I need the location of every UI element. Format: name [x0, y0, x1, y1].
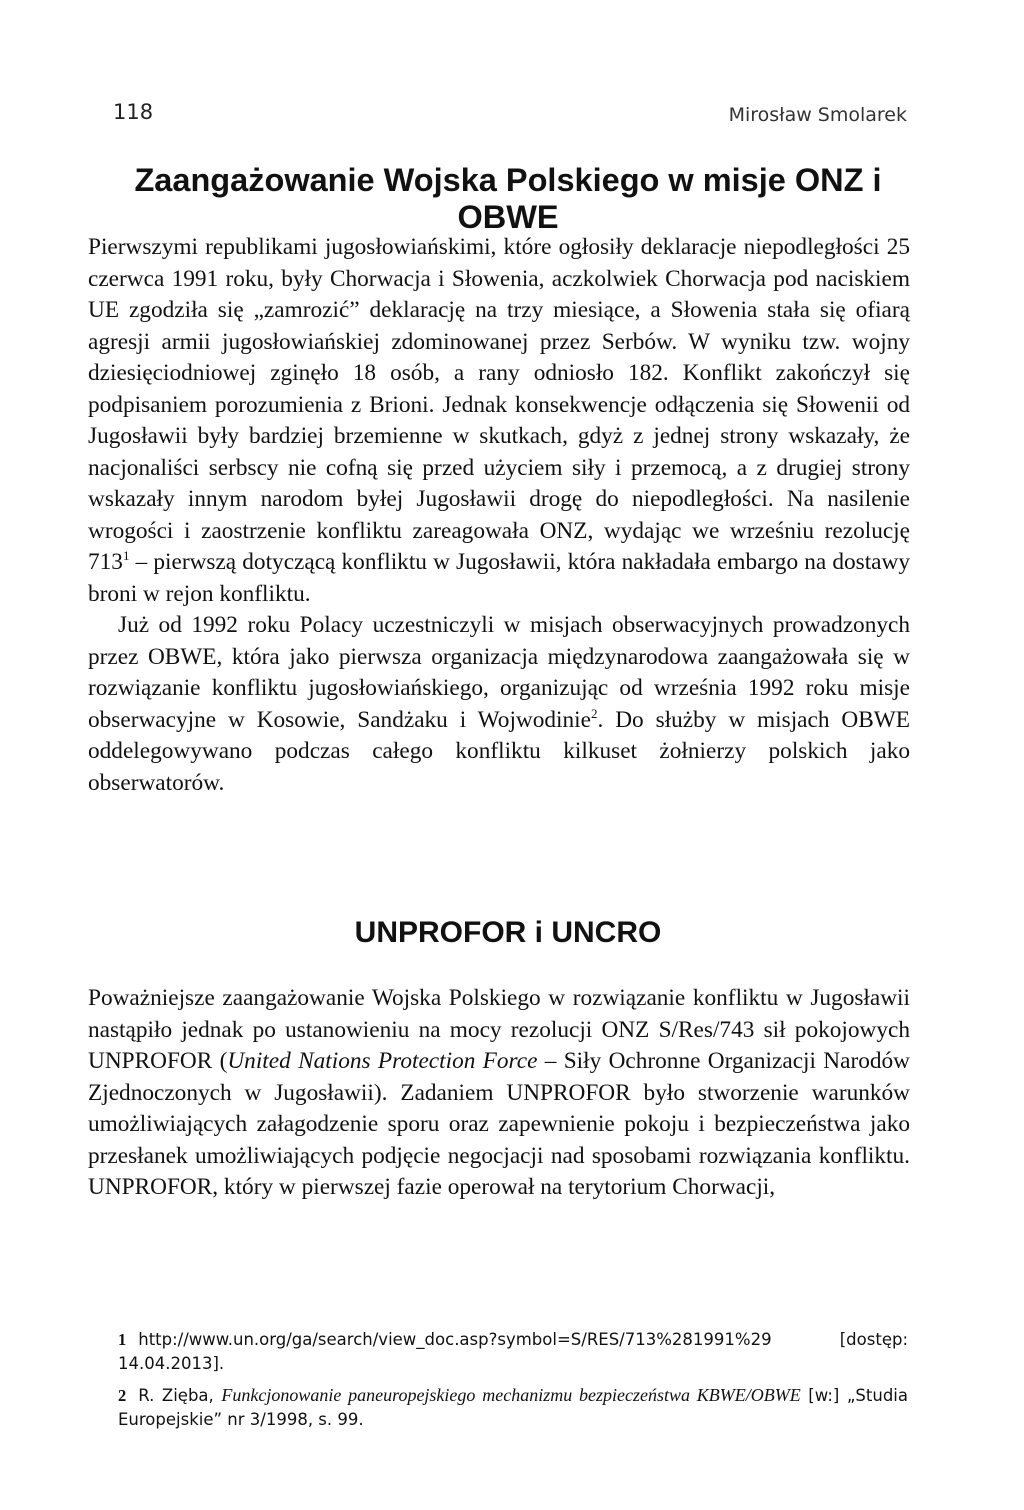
- footnote-number: 1: [118, 1330, 127, 1349]
- paragraph-text: – Siły Ochronne Organizacji Narodów Zjednoczonych w Jugosławii). Zadaniem UNPROFOR było stworzenie warunków umożliwiających załagodzenie sporu oraz zapewnienie pokoju i bezpieczeństwa jako przesłanek umożliwiających podjęcie negocjacji nad sposobami rozwiązania konfliktu. UNPROFOR, który w pierwszej fazie operował na terytorium Chorwacji,: [88, 1048, 910, 1200]
- footnote-ref-2[interactable]: 2: [590, 705, 598, 721]
- paragraph: [88, 610, 910, 799]
- footnote-2: [118, 1383, 908, 1432]
- footnote-ref-1[interactable]: 1: [122, 548, 130, 563]
- footnotes: [118, 1328, 908, 1439]
- footnote-1: [118, 1328, 908, 1376]
- paragraph-text: Poważniejsze zaangażowanie Wojska Polskiego w rozwiązanie konfliktu w Jugosławii nastąpiło jednak po ustanowieniu na mocy rezolucji ONZ S/Res/743 sił pokojowych UNPROFOR (: [88, 985, 910, 1074]
- section-body-unprofor: [88, 983, 910, 1204]
- footnote-text: http://www.un.org/ga/search/view_doc.asp?symbol=S/RES/713%281991%29 [dostęp: 14.04.2013].: [118, 1330, 908, 1373]
- footnote-number: 2: [118, 1386, 127, 1405]
- paragraph: [88, 983, 910, 1204]
- footnote-text: [w:] „Studia Europejskie” nr 3/1998, s. 99.: [118, 1386, 909, 1429]
- paragraph-text: – pierwszą dotyczącą konfliktu w Jugosławii, która nakładała embargo na dostawy broni w rejon konfliktu.: [88, 549, 910, 607]
- footnote-text: R. Zięba,: [138, 1386, 222, 1405]
- paragraph: [88, 232, 910, 610]
- page-number: 118: [113, 100, 154, 124]
- section-body-zaangazowanie: [88, 232, 910, 799]
- paragraph-text: . Do służby w misjach OBWE oddelegowywano podczas całego konfliktu kilkuset żołnierzy polskich jako obserwatorów.: [88, 706, 910, 796]
- running-head-author: Mirosław Smolarek: [728, 104, 907, 126]
- paragraph-italic-text: United Nations Protection Force: [227, 1048, 538, 1074]
- paragraph-text: Już od 1992 roku Polacy uczestniczyli w misjach obserwacyjnych prowadzonych przez OBWE, która jako pierwsza organizacja międzynarodowa zaangażowała się w rozwiązanie konfliktu jugosłowiańskiego, organizując od września 1992 roku misje obserwacyjne w Kosowie, Sandżaku i Wojwodinie: [88, 612, 910, 733]
- paragraph-text: Pierwszymi republikami jugosłowiańskimi, które ogłosiły deklaracje niepodległości 25 czerwca 1991 roku, były Chorwacja i Słowenia, aczkolwiek Chorwacja pod naciskiem UE zgodziła się „zamrozić” deklarację na trzy miesiące, a Słowenia stała się ofiarą agresji armii jugosłowiańskiej zdominowanej przez Serbów. W wyniku tzw. wojny dziesięciodniowej zginęło 18 osób, a rany odniosło 182. Konflikt zakończył się podpisaniem porozumienia z Brioni. Jednak konsekwencje odłączenia się Słowenii od Jugosławii były bardziej brzemienne w skutkach, gdyż z jednej strony wskazały, że nacjonaliści serbscy nie cofną się przed użyciem siły i przemocą, a z drugiej strony wskazały innym narodom byłej Jugosławii drogę do niepodległości. Na nasilenie wrogości i zaostrzenie konfliktu zareagowała ONZ, wydając we wrześniu rezolucję 713: [88, 234, 910, 575]
- section-heading-unprofor: UNPROFOR i UNCRO: [354, 916, 662, 949]
- footnote-italic-text: Funkcjonowanie paneuropejskiego mechanizmu bezpieczeństwa KBWE/OBWE: [221, 1385, 801, 1405]
- section-heading-zaangazowanie: Zaangażowanie Wojska Polskiego w misje ONZ i OBWE: [134, 162, 882, 235]
